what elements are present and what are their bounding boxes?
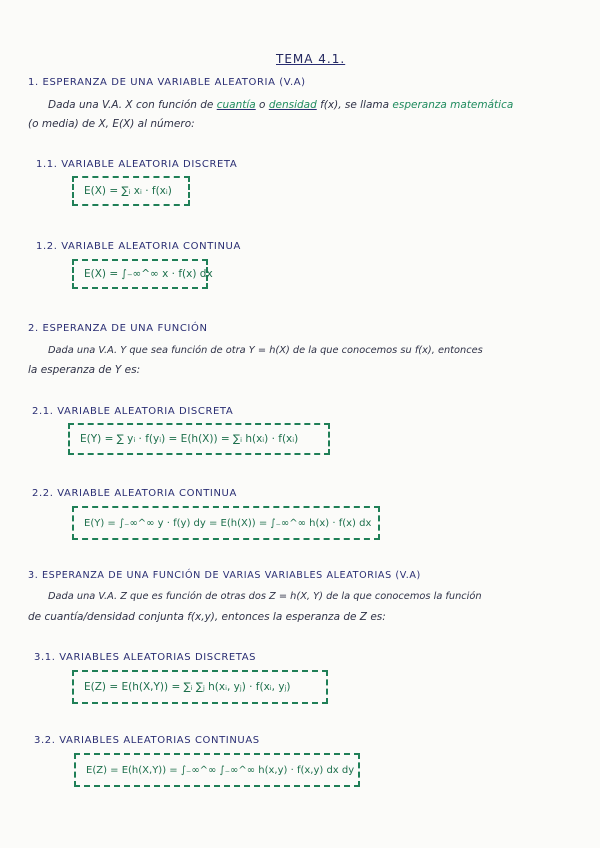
section-3-paragraph-line-2: de cuantía/densidad conjunta f(x,y), entonces la esperanza de Z es:	[28, 611, 386, 623]
subsection-1-2-heading: 1.2. VARIABLE ALEATORIA CONTINUA	[36, 241, 241, 252]
formula-box-1-1	[72, 176, 190, 206]
section-3-heading: 3. ESPERANZA DE UNA FUNCIÓN DE VARIAS VARIABLES ALEATORIAS (V.A)	[28, 570, 421, 581]
formula-box-3-2	[74, 753, 360, 787]
subsection-3-1-heading: 3.1. VARIABLES ALEATORIAS DISCRETAS	[34, 652, 257, 663]
section-1-paragraph-line-2: (o media) de X, E(X) al número:	[28, 118, 195, 130]
subsection-3-2-heading: 3.2. VARIABLES ALEATORIAS CONTINUAS	[34, 735, 260, 746]
formula-box-2-2	[72, 506, 380, 540]
page-title: TEMA 4.1.	[276, 52, 346, 66]
text-fragment: Dada una V.A. X con función de	[48, 99, 217, 111]
term-esperanza-matematica: esperanza matemática	[392, 99, 514, 111]
text-fragment: f(x), se llama	[316, 99, 393, 111]
section-1-paragraph-line-1	[48, 99, 513, 111]
section-2-paragraph-line-2: la esperanza de Y es:	[28, 364, 141, 376]
subsection-1-1-heading: 1.1. VARIABLE ALEATORIA DISCRETA	[36, 159, 238, 170]
term-densidad: densidad	[268, 99, 317, 111]
section-1-heading: 1. ESPERANZA DE UNA VARIABLE ALEATORIA (V.A)	[28, 77, 306, 88]
section-2-heading: 2. ESPERANZA DE UNA FUNCIÓN	[28, 323, 208, 334]
section-3-paragraph-line-1: Dada una V.A. Z que es función de otras dos Z = h(X, Y) de la que conocemos la función	[48, 591, 482, 602]
formula-2-2: E(Y) = ∫₋∞^∞ y · f(y) dy = E(h(X)) = ∫₋∞^∞ h(x) · f(x) dx	[84, 517, 372, 529]
text-fragment: o	[255, 99, 269, 111]
formula-1-1: E(X) = ∑ᵢ xᵢ · f(xᵢ)	[84, 185, 172, 197]
formula-box-3-1	[72, 670, 328, 704]
formula-box-2-1	[68, 423, 330, 455]
subsection-2-1-heading: 2.1. VARIABLE ALEATORIA DISCRETA	[32, 406, 234, 417]
formula-1-2: E(X) = ∫₋∞^∞ x · f(x) dx	[84, 268, 213, 280]
formula-3-1: E(Z) = E(h(X,Y)) = ∑ᵢ ∑ⱼ h(xᵢ, yⱼ) · f(xᵢ, yⱼ)	[84, 681, 291, 693]
formula-2-1: E(Y) = ∑ yᵢ · f(yᵢ) = E(h(X)) = ∑ᵢ h(xᵢ) · f(xᵢ)	[80, 433, 299, 445]
formula-box-1-2	[72, 259, 213, 289]
formula-3-2: E(Z) = E(h(X,Y)) = ∫₋∞^∞ ∫₋∞^∞ h(x,y) · f(x,y) dx dy	[86, 764, 355, 776]
term-cuantia: cuantía	[216, 99, 256, 111]
section-2-paragraph-line-1: Dada una V.A. Y que sea función de otra Y = h(X) de la que conocemos su f(x), entonces	[48, 345, 483, 356]
subsection-2-2-heading: 2.2. VARIABLE ALEATORIA CONTINUA	[32, 488, 237, 499]
